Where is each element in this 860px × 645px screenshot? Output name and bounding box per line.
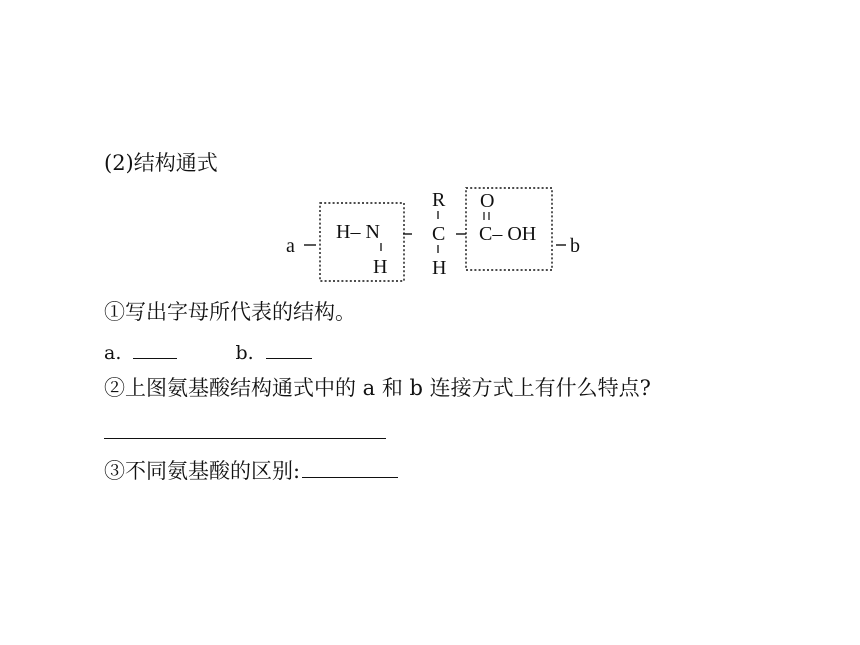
formula-b-label: b xyxy=(570,235,580,257)
question-2: ②上图氨基酸结构通式中的 a 和 b 连接方式上有什么特点? xyxy=(104,376,651,400)
answer-b-blank[interactable] xyxy=(266,340,312,359)
formula-a-label: a xyxy=(286,235,295,257)
formula-h-n: H– N xyxy=(336,221,380,243)
formula-c-oh: C– OH xyxy=(479,223,537,245)
formula-h-below-c: H xyxy=(432,257,447,279)
answer-row-ab xyxy=(104,340,312,366)
question-1: ①写出字母所代表的结构。 xyxy=(104,300,356,324)
amino-acid-general-formula xyxy=(270,184,600,284)
answer-a-label: a. xyxy=(104,342,122,364)
formula-h-below-n: H xyxy=(373,256,388,278)
question-3-row xyxy=(104,458,398,484)
answer-a-blank[interactable] xyxy=(133,340,177,359)
formula-r: R xyxy=(432,189,446,211)
answer-3-blank[interactable] xyxy=(302,459,398,478)
answer-2-blank[interactable] xyxy=(104,438,386,439)
answer-b-label: b. xyxy=(235,342,254,364)
question-3: ③不同氨基酸的区别: xyxy=(104,459,301,483)
formula-o-top: O xyxy=(480,190,495,212)
section-heading: (2)结构通式 xyxy=(104,151,218,175)
formula-c-alpha: C xyxy=(432,223,446,245)
